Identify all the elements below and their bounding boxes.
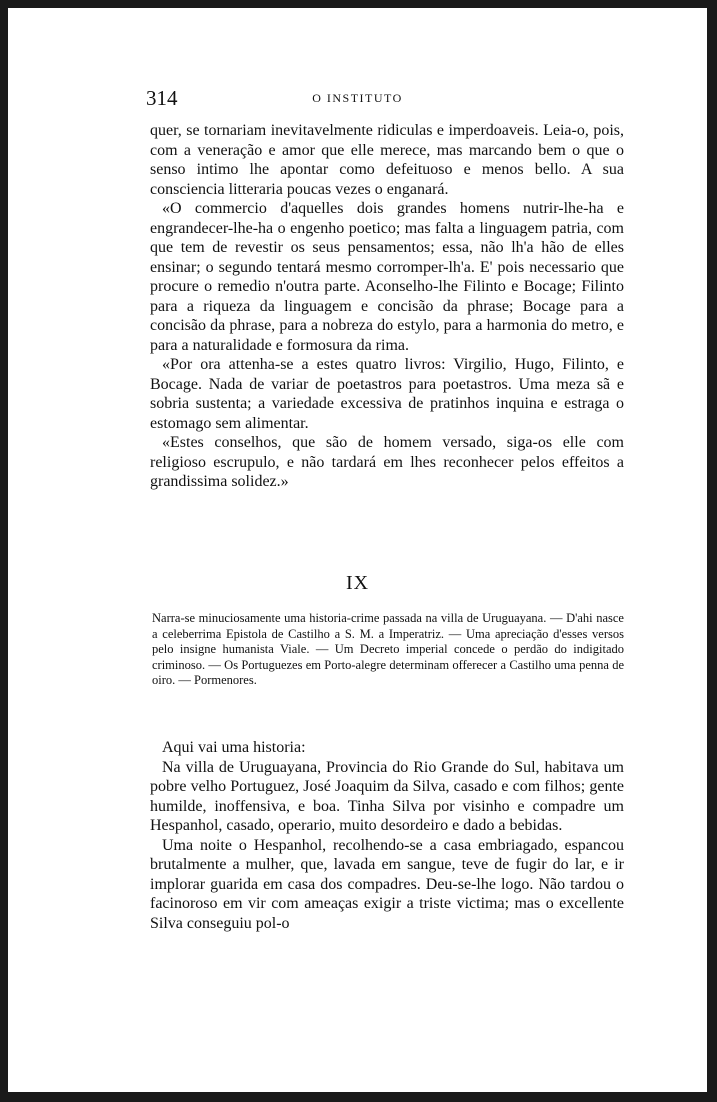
body-text-top — [150, 121, 624, 492]
section-summary: Narra-se minuciosamente uma historia-crime passada na villa de Uruguayana. — D'ahi nasce a celeberrima Epistola de Castilho a S. M. a Imperatriz. — Uma apreciação d'esses versos pelo insigne humanista Viale. — Um Decreto imperial concede o perdão do indigitado criminoso. — Os Portuguezes em Porto-alegre determinam offerecer a Castilho uma penna de oiro. — Pormenores. — [152, 611, 624, 687]
page-header — [8, 86, 707, 110]
page-number: 314 — [146, 86, 178, 110]
running-title: O INSTITUTO — [312, 91, 403, 105]
paragraph: Na villa de Uruguayana, Provincia do Rio Grande do Sul, habitava um pobre velho Portuguez, José Joaquim da Silva, casado e com filhos; gente humilde, inoffensiva, e boa. Tinha Silva por visinho e compadre um Hespanhol, casado, operario, muito desordeiro e dado a bebidas. — [150, 758, 624, 834]
paragraph: Uma noite o Hespanhol, recolhendo-se a casa embriagado, espancou brutalmente a mulher, que, lavada em sangue, teve de fugir do lar, e ir implorar guarida em casa dos compadres. Deu-se-lhe logo. Não tardou o facinoroso em vir com ameaças exigir a triste victima; mas o excellente Silva conseguiu pol-o — [150, 836, 624, 932]
paragraph: «Por ora attenha-se a estes quatro livros: Virgilio, Hugo, Filinto, e Bocage. Nada de variar de poetastros para poetastros. Uma meza sã e sobria sustenta; a variedade excessiva de pratinhos inquina e estraga o estomago sem alimentar. — [150, 356, 624, 432]
paragraph: «Estes conselhos, que são de homem versado, siga-os elle com religioso escrupulo, e não tardará em lhes reconhecer pelos effeitos a grandissima solidez.» — [150, 434, 624, 490]
book-page — [8, 8, 707, 1092]
paragraph: «O commercio d'aquelles dois grandes homens nutrir-lhe-ha e engrandecer-lhe-ha o engenho poetico; mas falta a linguagem patria, com que tem de revestir os seus pensamentos; essa, não lh'a hão de elles ensinar; o segundo tentará mesmo corromper-lh'a. E' pois necessario que procure o remedio n'outra parte. Aconselho-lhe Filinto e Bocage; Filinto para a riqueza da linguagem e concisão da phrase; Bocage para a concisão da phrase, para a nobreza do estylo, para a harmonia do metro, e para a naturalidade e formosura da rima. — [150, 200, 624, 354]
paragraph: Aqui vai uma historia: — [162, 739, 306, 756]
paragraph: quer, se tornariam inevitavelmente ridiculas e imperdoaveis. Leia-o, pois, com a veneração e amor que elle merece, mas marcando bem o que o senso intimo lhe apontar como defeituoso e menos bello. A sua consciencia litteraria poucas vezes o enganará. — [150, 122, 624, 198]
section-heading: IX — [345, 572, 370, 594]
body-text-bottom — [150, 738, 624, 933]
